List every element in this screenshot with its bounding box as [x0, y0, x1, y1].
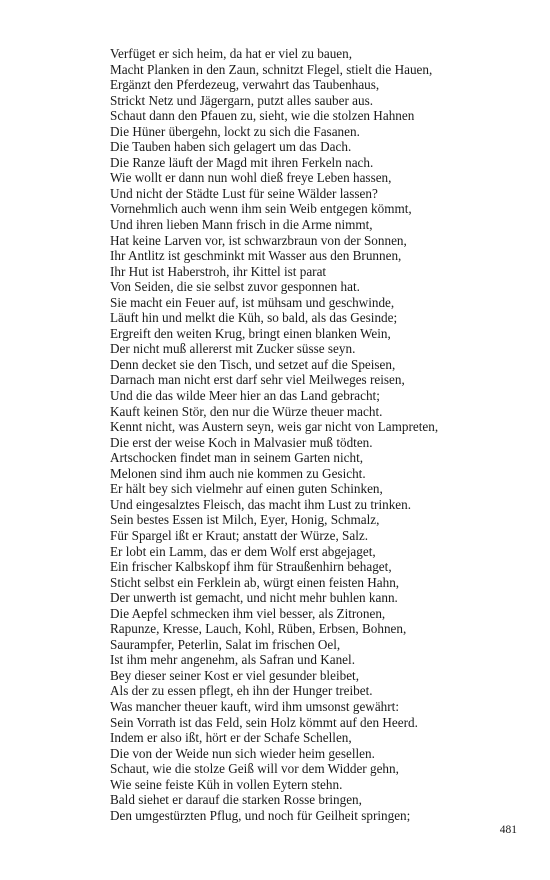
poem-line: Sein Vorrath ist das Feld, sein Holz kömmt auf den Heerd. [110, 714, 418, 730]
poem-line: Der nicht muß allererst mit Zucker süsse seyn. [110, 341, 356, 357]
poem-line: Indem er also ißt, hört er der Schafe Schellen, [110, 730, 352, 746]
poem-line: Ist ihm mehr angenehm, als Safran und Kanel. [110, 652, 355, 668]
poem-line: Schaut dann den Pfauen zu, sieht, wie die stolzen Hahnen [110, 108, 415, 124]
poem-line: Der unwerth ist gemacht, und nicht mehr buhlen kann. [110, 590, 398, 606]
poem-line: Die Tauben haben sich gelagert um das Dach. [110, 139, 352, 155]
poem-line: Ihr Antlitz ist geschminkt mit Wasser aus den Brunnen, [110, 248, 402, 264]
poem-line: Die Hüner übergehn, lockt zu sich die Fasanen. [110, 123, 360, 139]
poem-line: Ein frischer Kalbskopf ihm für Straußenhirn behaget, [110, 559, 392, 575]
poem-line: Bald siehet er darauf die starken Rosse bringen, [110, 792, 362, 808]
poem-line: Sie macht ein Feuer auf, ist mühsam und geschwinde, [110, 294, 395, 310]
poem-line: Er lobt ein Lamm, das er dem Wolf erst abgejaget, [110, 543, 376, 559]
poem-line: Vornehmlich auch wenn ihm sein Weib entgegen kömmt, [110, 201, 412, 217]
poem-line: Die Aepfel schmecken ihm viel besser, als Zitronen, [110, 605, 386, 621]
poem-line: Und ihren lieben Mann frisch in die Arme nimmt, [110, 217, 373, 233]
poem-line: Schaut, wie die stolze Geiß will vor dem Widder gehn, [110, 761, 399, 777]
poem-line: Wie wollt er dann nun wohl dieß freye Leben hassen, [110, 170, 392, 186]
poem-line: Darnach man nicht erst darf sehr viel Meilweges reisen, [110, 372, 405, 388]
poem-line: Macht Planken in den Zaun, schnitzt Flegel, stielt die Hauen, [110, 61, 433, 77]
poem-line: Er hält bey sich vielmehr auf einen guten Schinken, [110, 481, 383, 497]
poem-line: Wie seine feiste Küh in vollen Eytern stehn. [110, 776, 343, 792]
poem-line: Verfüget er sich heim, da hat er viel zu bauen, [110, 46, 353, 61]
poem-line: Rapunze, Kresse, Lauch, Kohl, Rüben, Erbsen, Bohnen, [110, 621, 407, 637]
poem-line: Kennt nicht, was Austern seyn, weis gar nicht von Lampreten, [110, 419, 439, 435]
poem-line: Und eingesalztes Fleisch, das macht ihm Lust zu trinken. [110, 496, 412, 512]
poem-line: Melonen sind ihm auch nie kommen zu Gesicht. [110, 465, 366, 481]
poem-line: Strickt Netz und Jägergarn, putzt alles sauber aus. [110, 92, 374, 108]
poem-line: Bey dieser seiner Kost er viel gesunder bleibet, [110, 667, 360, 683]
poem-text-block [110, 46, 530, 823]
poem-line: Sticht selbst ein Ferklein ab, würgt einen feisten Hahn, [110, 574, 400, 590]
poem-line: Und die das wilde Meer hier an das Land gebracht; [110, 388, 380, 404]
poem-line: Was mancher theuer kauft, wird ihm umsonst gewährt: [110, 698, 399, 714]
poem-line: Ihr Hut ist Haberstroh, ihr Kittel ist parat [110, 263, 327, 279]
page-number: 481 [499, 824, 517, 836]
poem-line: Saurampfer, Peterlin, Salat im frischen Oel, [110, 636, 341, 652]
poem-line: Für Spargel ißt er Kraut; anstatt der Würze, Salz. [110, 527, 369, 543]
poem-line: Kauft keinen Stör, den nur die Würze theuer macht. [110, 403, 383, 419]
poem-line: Den umgestürzten Pflug, und noch für Geilheit springen; [110, 807, 411, 823]
poem-line: Und nicht der Städte Lust für seine Wälder lassen? [110, 185, 378, 201]
poem-line: Ergreift den weiten Krug, bringt einen blanken Wein, [110, 325, 391, 341]
poem-line: Hat keine Larven vor, ist schwarzbraun von der Sonnen, [110, 232, 407, 248]
poem-line: Läuft hin und melkt die Küh, so bald, als das Gesinde; [110, 310, 398, 326]
poem-line: Die von der Weide nun sich wieder heim gesellen. [110, 745, 375, 761]
poem-line: Artschocken findet man in seinem Garten nicht, [110, 450, 364, 466]
poem-line: Als der zu essen pflegt, eh ihn der Hunger treibet. [110, 683, 373, 699]
poem-line: Sein bestes Essen ist Milch, Eyer, Honig, Schmalz, [110, 512, 380, 528]
poem-line: Von Seiden, die sie selbst zuvor gesponnen hat. [110, 279, 360, 295]
poem-line: Die Ranze läuft der Magd mit ihren Ferkeln nach. [110, 154, 374, 170]
poem-line: Denn decket sie den Tisch, und setzet auf die Speisen, [110, 356, 396, 372]
poem-line: Die erst der weise Koch in Malvasier muß tödten. [110, 434, 373, 450]
poem-line: Ergänzt den Pferdezeug, verwahrt das Taubenhaus, [110, 77, 380, 93]
